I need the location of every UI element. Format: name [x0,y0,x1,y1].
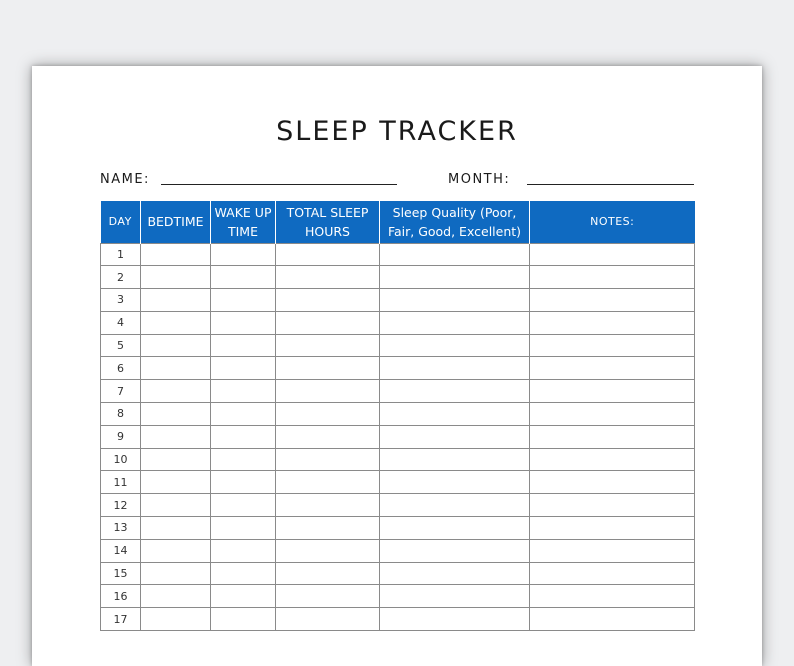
total-sleep-hours-cell[interactable] [276,585,380,608]
total-sleep-hours-cell[interactable] [276,448,380,471]
wake-up-time-cell[interactable] [211,334,276,357]
wake-up-time-cell[interactable] [211,425,276,448]
total-sleep-hours-cell[interactable] [276,517,380,540]
table-row [101,494,695,517]
notes-cell[interactable] [530,562,695,585]
name-field[interactable] [161,184,397,185]
total-sleep-hours-cell[interactable] [276,357,380,380]
bedtime-cell[interactable] [141,380,211,403]
month-label: MONTH: [448,172,511,187]
bedtime-cell[interactable] [141,608,211,631]
day-number-cell: 11 [101,471,141,494]
total-sleep-hours-cell[interactable] [276,403,380,426]
sleep-quality-cell[interactable] [380,517,530,540]
day-number-cell: 2 [101,266,141,289]
sleep-tracker-table [100,201,695,631]
day-number-cell: 1 [101,243,141,266]
table-row [101,357,695,380]
bedtime-cell[interactable] [141,243,211,266]
bedtime-cell[interactable] [141,403,211,426]
table-row [101,585,695,608]
notes-cell[interactable] [530,266,695,289]
table-row [101,243,695,266]
table-row [101,562,695,585]
notes-cell[interactable] [530,517,695,540]
table-header-row [101,201,695,243]
wake-up-time-cell[interactable] [211,448,276,471]
total-sleep-hours-cell[interactable] [276,471,380,494]
notes-cell[interactable] [530,311,695,334]
day-number-cell: 7 [101,380,141,403]
wake-up-time-cell[interactable] [211,266,276,289]
table-row [101,380,695,403]
wake-up-time-cell[interactable] [211,517,276,540]
day-number-cell: 9 [101,425,141,448]
total-sleep-hours-cell[interactable] [276,608,380,631]
header-bedtime: BEDTIME [141,201,211,243]
table-row [101,289,695,312]
sleep-quality-cell[interactable] [380,243,530,266]
sleep-quality-cell[interactable] [380,562,530,585]
header-total-sleep-hours: TOTAL SLEEP HOURS [276,201,380,243]
table-row [101,334,695,357]
notes-cell[interactable] [530,289,695,312]
day-number-cell: 4 [101,311,141,334]
table-row [101,311,695,334]
total-sleep-hours-cell[interactable] [276,425,380,448]
wake-up-time-cell[interactable] [211,471,276,494]
table-row [101,266,695,289]
bedtime-cell[interactable] [141,311,211,334]
wake-up-time-cell[interactable] [211,243,276,266]
wake-up-time-cell[interactable] [211,289,276,312]
sleep-quality-cell[interactable] [380,334,530,357]
sleep-quality-cell[interactable] [380,403,530,426]
wake-up-time-cell[interactable] [211,357,276,380]
total-sleep-hours-cell[interactable] [276,334,380,357]
sleep-quality-cell[interactable] [380,311,530,334]
sleep-quality-cell[interactable] [380,585,530,608]
day-number-cell: 16 [101,585,141,608]
notes-cell[interactable] [530,494,695,517]
total-sleep-hours-cell[interactable] [276,243,380,266]
sleep-tracker-sheet [32,66,762,666]
bedtime-cell[interactable] [141,471,211,494]
wake-up-time-cell[interactable] [211,608,276,631]
bedtime-cell[interactable] [141,562,211,585]
bedtime-cell[interactable] [141,357,211,380]
bedtime-cell[interactable] [141,539,211,562]
page-title: SLEEP TRACKER [276,116,518,147]
sleep-quality-cell[interactable] [380,380,530,403]
notes-cell[interactable] [530,403,695,426]
sleep-quality-cell[interactable] [380,266,530,289]
notes-cell[interactable] [530,334,695,357]
month-field[interactable] [527,184,694,185]
total-sleep-hours-cell[interactable] [276,266,380,289]
bedtime-cell[interactable] [141,425,211,448]
sleep-quality-cell[interactable] [380,357,530,380]
notes-cell[interactable] [530,243,695,266]
bedtime-cell[interactable] [141,334,211,357]
wake-up-time-cell[interactable] [211,585,276,608]
sleep-quality-cell[interactable] [380,448,530,471]
total-sleep-hours-cell[interactable] [276,494,380,517]
total-sleep-hours-cell[interactable] [276,311,380,334]
notes-cell[interactable] [530,357,695,380]
table-row [101,403,695,426]
table-row [101,608,695,631]
bedtime-cell[interactable] [141,289,211,312]
sleep-quality-cell[interactable] [380,471,530,494]
sleep-quality-cell[interactable] [380,494,530,517]
wake-up-time-cell[interactable] [211,380,276,403]
table-body [101,243,695,631]
wake-up-time-cell[interactable] [211,562,276,585]
wake-up-time-cell[interactable] [211,539,276,562]
day-number-cell: 6 [101,357,141,380]
wake-up-time-cell[interactable] [211,311,276,334]
notes-cell[interactable] [530,380,695,403]
table-row [101,517,695,540]
notes-cell[interactable] [530,471,695,494]
table-row [101,425,695,448]
bedtime-cell[interactable] [141,448,211,471]
notes-cell[interactable] [530,539,695,562]
sleep-quality-cell[interactable] [380,539,530,562]
day-number-cell: 8 [101,403,141,426]
name-label: NAME: [100,172,150,187]
bedtime-cell[interactable] [141,266,211,289]
bedtime-cell[interactable] [141,585,211,608]
header-day: DAY [101,201,141,243]
bedtime-cell[interactable] [141,517,211,540]
table-row [101,448,695,471]
total-sleep-hours-cell[interactable] [276,539,380,562]
notes-cell[interactable] [530,448,695,471]
wake-up-time-cell[interactable] [211,403,276,426]
day-number-cell: 5 [101,334,141,357]
sleep-quality-cell[interactable] [380,289,530,312]
notes-cell[interactable] [530,608,695,631]
notes-cell[interactable] [530,585,695,608]
total-sleep-hours-cell[interactable] [276,380,380,403]
notes-cell[interactable] [530,425,695,448]
day-number-cell: 3 [101,289,141,312]
day-number-cell: 15 [101,562,141,585]
sleep-quality-cell[interactable] [380,425,530,448]
sleep-quality-cell[interactable] [380,608,530,631]
wake-up-time-cell[interactable] [211,494,276,517]
total-sleep-hours-cell[interactable] [276,562,380,585]
bedtime-cell[interactable] [141,494,211,517]
day-number-cell: 10 [101,448,141,471]
header-sleep-quality: Sleep Quality (Poor, Fair, Good, Excellent) [380,201,530,243]
day-number-cell: 14 [101,539,141,562]
header-wake-up-time: WAKE UP TIME [211,201,276,243]
header-notes: NOTES: [530,201,695,243]
table-row [101,471,695,494]
day-number-cell: 17 [101,608,141,631]
day-number-cell: 12 [101,494,141,517]
table-row [101,539,695,562]
day-number-cell: 13 [101,517,141,540]
total-sleep-hours-cell[interactable] [276,289,380,312]
